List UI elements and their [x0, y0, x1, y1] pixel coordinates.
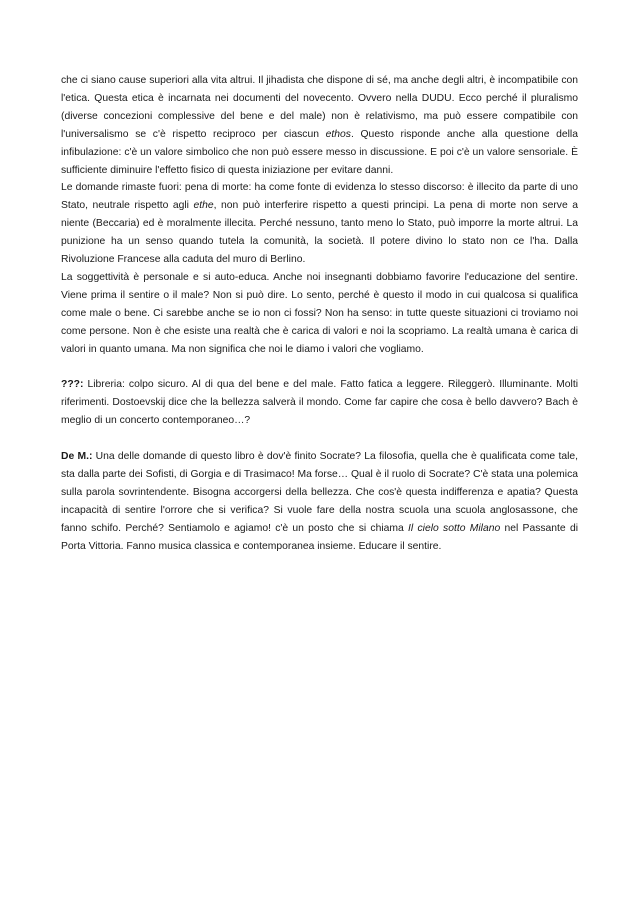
speaker-label: De M.: — [61, 451, 93, 462]
paragraph-pluralism — [61, 72, 578, 179]
italic-title-cielo-sotto-milano: Il cielo sotto Milano — [408, 522, 501, 534]
italic-term-ethos: ethos — [325, 128, 351, 140]
speaker-label: ???: — [61, 379, 84, 391]
paragraph-speaker-unknown — [61, 376, 578, 430]
paragraph-spacer — [61, 430, 578, 448]
paragraph-text: nel Passante di Porta Vittoria. Fanno musica classica e contemporanea insieme. Educare il sentire. — [61, 522, 578, 552]
paragraph-text: Le domande rimaste fuori: pena di morte: ha come fonte di evidenza lo stesso discorso: è illecito da parte di uno Stato, neutrale rispetto agli — [61, 182, 578, 212]
paragraph-text: , non può interferire rispetto a questi principi. La pena di morte non serve a niente (Beccaria) ed è moralmente illecita. Perché nessuno, tanto meno lo Stato, può imporre la morte altrui. La punizione ha un senso quando tutela la comunità, la società. Il potere divino lo stato non ce l'ha. Dalla Rivoluzione Francese alla caduta del muro di Berlino. — [61, 200, 578, 266]
paragraph-text: . Questo risponde anche alla questione della infibulazione: c'è un valore simbolico che non può essere messo in discussione. E poi c'è un valore sensoriale. È sufficiente diminuire l'effetto fisico di questa iniziazione per evitare danni. — [61, 128, 578, 176]
paragraph-text: Libreria: colpo sicuro. Al di qua del bene e del male. Fatto fatica a leggere. Rileggerò. Illuminante. Molti riferimenti. Dostoevskij dice che la bellezza salverà il mondo. Come far capire che cosa è bello davvero? Bach è meglio di un concerto contemporaneo…? — [61, 379, 578, 427]
paragraph-text: che ci siano cause superiori alla vita altrui. Il jihadista che dispone di sé, ma anche degli altri, è incompatibile con l'etica. Questa etica è incarnata nei documenti del novecento. Ovvero nella DUDU. Ecco perché il pluralismo (diverse concezioni complessive del bene e del male) non è relativismo, ma può essere compatibile con l'universalismo se c'è rispetto reciproco per ciascun — [61, 75, 578, 140]
paragraph-speaker-de-m — [61, 448, 578, 555]
paragraph-text: Una delle domande di questo libro è dov'è finito Socrate? La filosofia, quella che è qualificata come tale, sta dalla parte dei Sofisti, di Gorgia e di Trasimaco! Ma forse… Qual è il ruolo di Socrate? C'è stata una polemica sulla parola sovrintendente. Bisogna accorgersi della bellezza. Che cos'è questa indifferenza e apatia? Questa incapacità di sentire l'orrore che si verifica? Si vuole fare della nostra scuola una scuola anglosassone, che fanno schifo. Perché? Sentiamolo e agiamo! c'è un posto che si chiama — [61, 451, 578, 534]
paragraph-subjectivity: La soggettività è personale e si auto-educa. Anche noi insegnanti dobbiamo favorire l'educazione del sentire. Viene prima il sentire o il male? Non si può dire. Lo sento, perché è questo il modo in cui qualcosa si qualifica come male o bene. Ci sarebbe anche se io non ci fossi? Non ha senso: in tutte queste situazioni ci troviamo noi come persone. Non è che esiste una realtà che è carica di valori e noi la scopriamo. La realtà umana è carica di valori in quanto umana. Ma non significa che noi le diamo i valori che vogliamo. — [61, 271, 578, 355]
paragraph-death-penalty — [61, 179, 578, 269]
document-page — [61, 72, 578, 555]
paragraph-spacer — [61, 359, 578, 377]
italic-term-ethe: ethe — [193, 200, 214, 212]
